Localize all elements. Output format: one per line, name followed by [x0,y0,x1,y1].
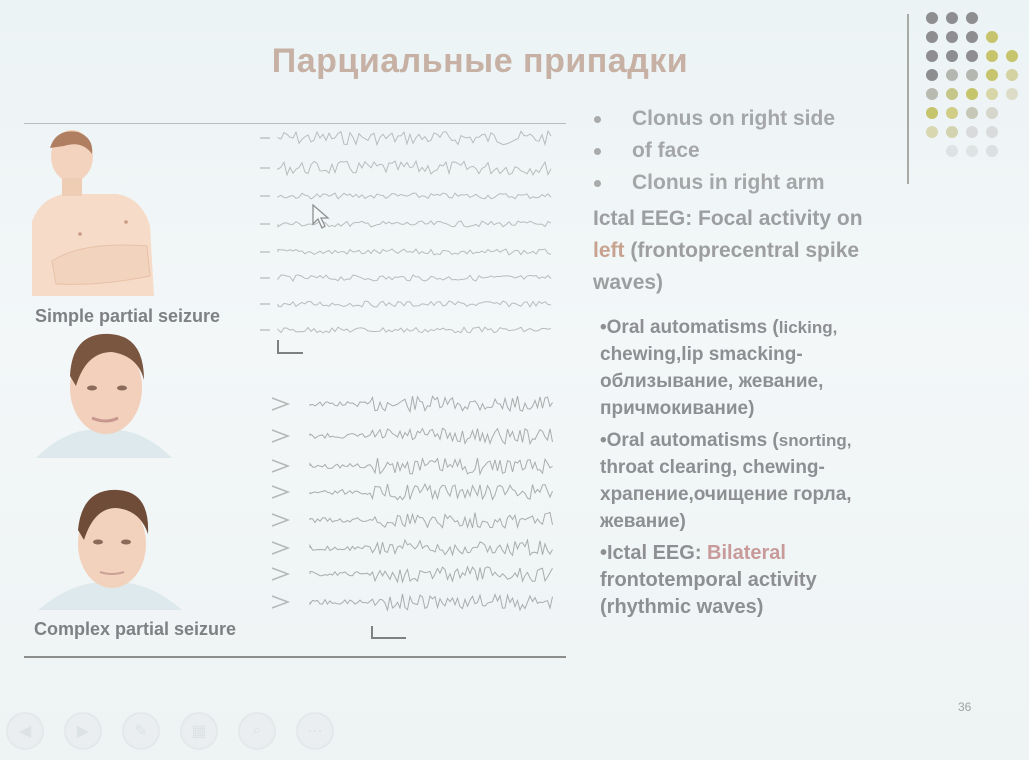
top-rule [24,123,566,124]
eeg-trace [278,131,551,145]
eeg-channel-marker [272,542,288,554]
ictal-complex-prefix: •Ictal EEG: [600,542,708,564]
decorative-dot [1006,69,1018,81]
eeg-channel-marker [272,568,288,580]
eeg-channel-marker [272,596,288,608]
oral2-small: snorting, [778,431,852,450]
decorative-dot [926,107,938,119]
ictal-eeg-simple-text [593,203,903,299]
ictal-complex-highlight: Bilateral [707,542,786,564]
ictal-eeg-complex-text [600,540,920,621]
eeg-channel-marker [272,430,288,442]
pen-icon[interactable]: ✎ [122,712,160,750]
decorative-dot [986,88,998,100]
eeg-trace [310,594,553,610]
decorative-dot [926,50,938,62]
oral2-line2: throat clearing, chewing- [600,457,825,478]
ictal-complex-line2: frontotemporal activity [600,569,817,591]
complex-seizure-face-bottom [34,484,184,614]
page-number: 36 [958,700,972,714]
complex-seizure-face-top [28,326,178,466]
ictal-simple-highlight: left [593,239,625,262]
simple-seizure-figure [22,126,162,306]
oral1-line4: причмокивание) [600,398,755,419]
zoom-icon[interactable]: ⌕ [238,712,276,750]
decorative-dot [926,88,938,100]
decorative-dot [966,69,978,81]
eeg-trace [278,161,551,175]
simple-seizure-label: Simple partial seizure [35,306,221,326]
ictal-simple-prefix: Ictal EEG: Focal activity on [593,207,863,230]
decorative-dot [946,126,958,138]
decorative-dot-grid [926,12,1026,162]
slides-icon[interactable]: ▦ [180,712,218,750]
oral2-line4: жевание) [600,511,686,532]
oral-automatisms-1 [600,314,920,422]
bullet-item [594,104,914,136]
ictal-complex-line3: (rhythmic waves) [600,596,764,618]
decorative-dot [986,145,998,157]
eeg-simple-traces [248,128,564,358]
oral2-line3: храпение,очищение горла, [600,484,852,505]
oral2-lead: •Oral automatisms ( [600,430,779,451]
decorative-dot [946,107,958,119]
decorative-dot [966,145,978,157]
decorative-dot [966,107,978,119]
decorative-dot [926,31,938,43]
bullet-dot-icon [594,148,601,155]
eeg-trace [278,301,551,307]
decorative-dot [1006,50,1018,62]
decorative-dot [966,31,978,43]
decorative-dot [986,50,998,62]
eeg-scale-bar [372,626,406,638]
decorative-dot [986,31,998,43]
bullet-dot-icon [594,116,601,123]
decorative-dot [966,88,978,100]
oral1-line2: chewing,lip smacking- [600,344,803,365]
decorative-dot [946,31,958,43]
decorative-dot [1006,88,1018,100]
bullet-text: of face [632,139,700,162]
oral1-small: licking, [778,318,838,337]
eeg-trace [310,540,553,555]
bullet-dot-icon [594,180,601,187]
ictal-simple-suffix: (frontoprecentral spike waves) [593,239,860,294]
decorative-dot [966,50,978,62]
eeg-complex-traces [262,388,562,648]
decorative-dot [966,126,978,138]
decorative-dot [946,69,958,81]
slide-title: Парциальные припадки [271,42,689,80]
eeg-trace [310,428,553,444]
complex-seizure-label: Complex partial seizure [34,619,237,639]
decorative-dot [926,126,938,138]
decorative-dot [966,12,978,24]
eeg-trace [278,327,551,333]
eeg-channel-marker [272,514,288,526]
oral1-lead: •Oral automatisms ( [600,317,779,338]
more-icon[interactable]: ⋯ [296,712,334,750]
bullet-item [594,136,914,168]
bullet-item [594,168,914,200]
eeg-channel-marker [272,460,288,472]
eeg-channel-marker [272,398,288,410]
decorative-dot [946,50,958,62]
decorative-dot [946,88,958,100]
eeg-trace [278,249,551,255]
decorative-dot [926,12,938,24]
mouse-cursor-icon [312,204,330,230]
decorative-dot [986,126,998,138]
eeg-scale-bar [278,340,303,353]
eeg-trace [310,512,553,527]
bullet-text: Clonus on right side [632,107,835,130]
decorative-dot [926,69,938,81]
eeg-trace [310,396,553,411]
oral-automatisms-2 [600,427,920,535]
oral1-line3: облизывание, жевание, [600,371,824,392]
eeg-trace [310,458,553,474]
back-icon[interactable]: ◀ [6,712,44,750]
bullet-text: Clonus in right arm [632,171,825,194]
simple-seizure-bullets [594,104,914,200]
eeg-trace [310,484,553,500]
decorative-dot [986,107,998,119]
decorative-dot [946,12,958,24]
eeg-trace [278,193,551,199]
eeg-trace [310,567,553,582]
eeg-channel-marker [272,486,288,498]
eeg-trace [278,275,551,281]
decorative-dot [946,145,958,157]
bottom-rule [24,656,566,658]
decorative-dot [986,69,998,81]
forward-icon[interactable]: ▶ [64,712,102,750]
